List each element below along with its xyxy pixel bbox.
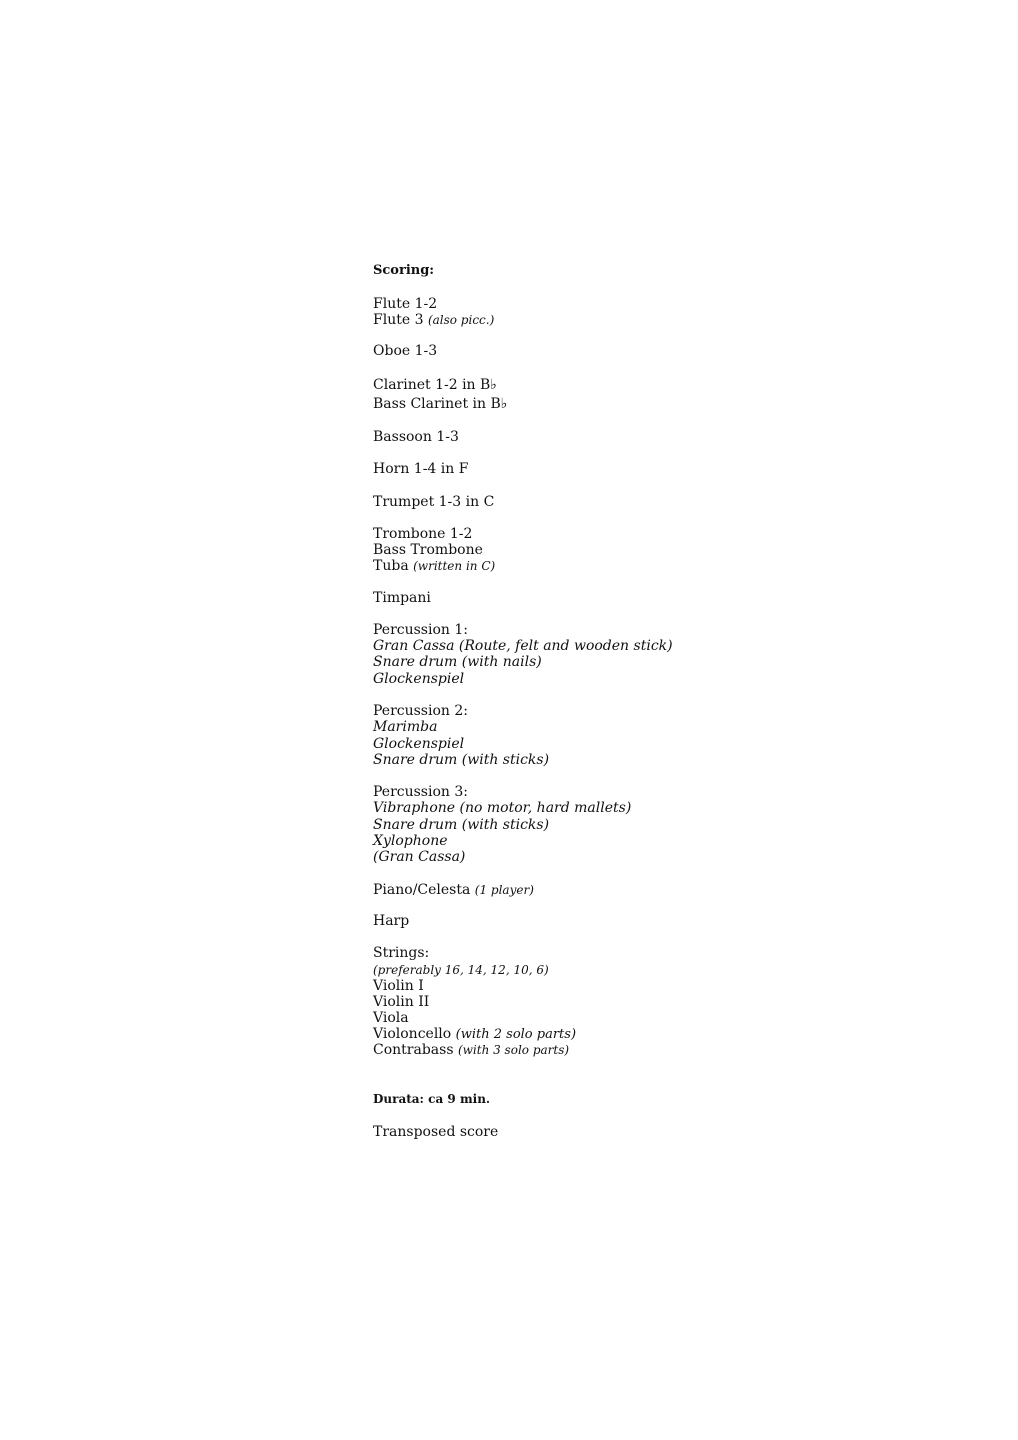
instrument-note: (with 2 solo parts) [455,1027,577,1042]
instrument-violoncello [373,1026,576,1043]
percussion-3-item: Xylophone [373,833,448,849]
percussion-3-item: (Gran Cassa) [373,849,466,865]
scoring-heading: Scoring: [373,263,435,278]
strings-note: (preferably 16, 14, 12, 10, 6) [373,963,549,977]
instrument-note: (1 player) [474,883,534,897]
instrument-note: (written in C) [413,559,496,573]
instrument-piano-celesta [373,882,534,898]
instrument-bass-trombone: Bass Trombone [373,542,483,558]
instrument-horn: Horn 1-4 in F [373,461,469,477]
percussion-3-item: Snare drum (with sticks) [373,817,550,833]
percussion-2-label: Percussion 2: [373,703,468,719]
percussion-2-item: Marimba [373,719,438,735]
instrument-oboe: Oboe 1-3 [373,343,438,359]
percussion-1-item: Snare drum (with nails) [373,654,542,670]
percussion-1-item: Gran Cassa (Route, felt and wooden stick) [373,638,673,654]
percussion-2-item: Glockenspiel [373,736,465,752]
instrument-timpani: Timpani [373,590,431,606]
instrument-name: Contrabass [373,1042,454,1058]
instrument-trumpet: Trumpet 1-3 in C [373,494,495,510]
instrument-violin-1: Violin I [373,978,424,994]
duration: Durata: ca 9 min. [373,1092,491,1106]
instrument-note: (also picc.) [427,313,495,327]
percussion-3-label: Percussion 3: [373,784,468,800]
instrument-viola: Viola [373,1010,409,1026]
instrument-flute-3 [373,312,494,328]
instrument-name: Violoncello [373,1026,452,1042]
transposed-score-note: Transposed score [373,1124,499,1140]
instrument-clarinet: Clarinet 1-2 in B♭ [373,377,497,393]
strings-label: Strings: [373,945,430,961]
instrument-note: (with 3 solo parts) [457,1043,570,1057]
instrument-contrabass [373,1042,569,1058]
instrument-harp: Harp [373,913,410,929]
percussion-1-label: Percussion 1: [373,622,468,638]
scoring-page [373,0,973,1440]
instrument-trombone: Trombone 1-2 [373,526,473,542]
instrument-name: Flute 3 [373,312,424,328]
instrument-tuba [373,558,495,574]
instrument-name: Tuba [373,558,409,574]
instrument-violin-2: Violin II [373,994,430,1010]
percussion-3-item: Vibraphone (no motor, hard mallets) [373,800,632,816]
instrument-name: Piano/Celesta [373,882,471,898]
percussion-2-item: Snare drum (with sticks) [373,752,550,768]
instrument-flute-1-2: Flute 1-2 [373,296,438,312]
percussion-1-item: Glockenspiel [373,671,465,687]
instrument-bassoon: Bassoon 1-3 [373,429,459,445]
instrument-bass-clarinet: Bass Clarinet in B♭ [373,396,508,412]
